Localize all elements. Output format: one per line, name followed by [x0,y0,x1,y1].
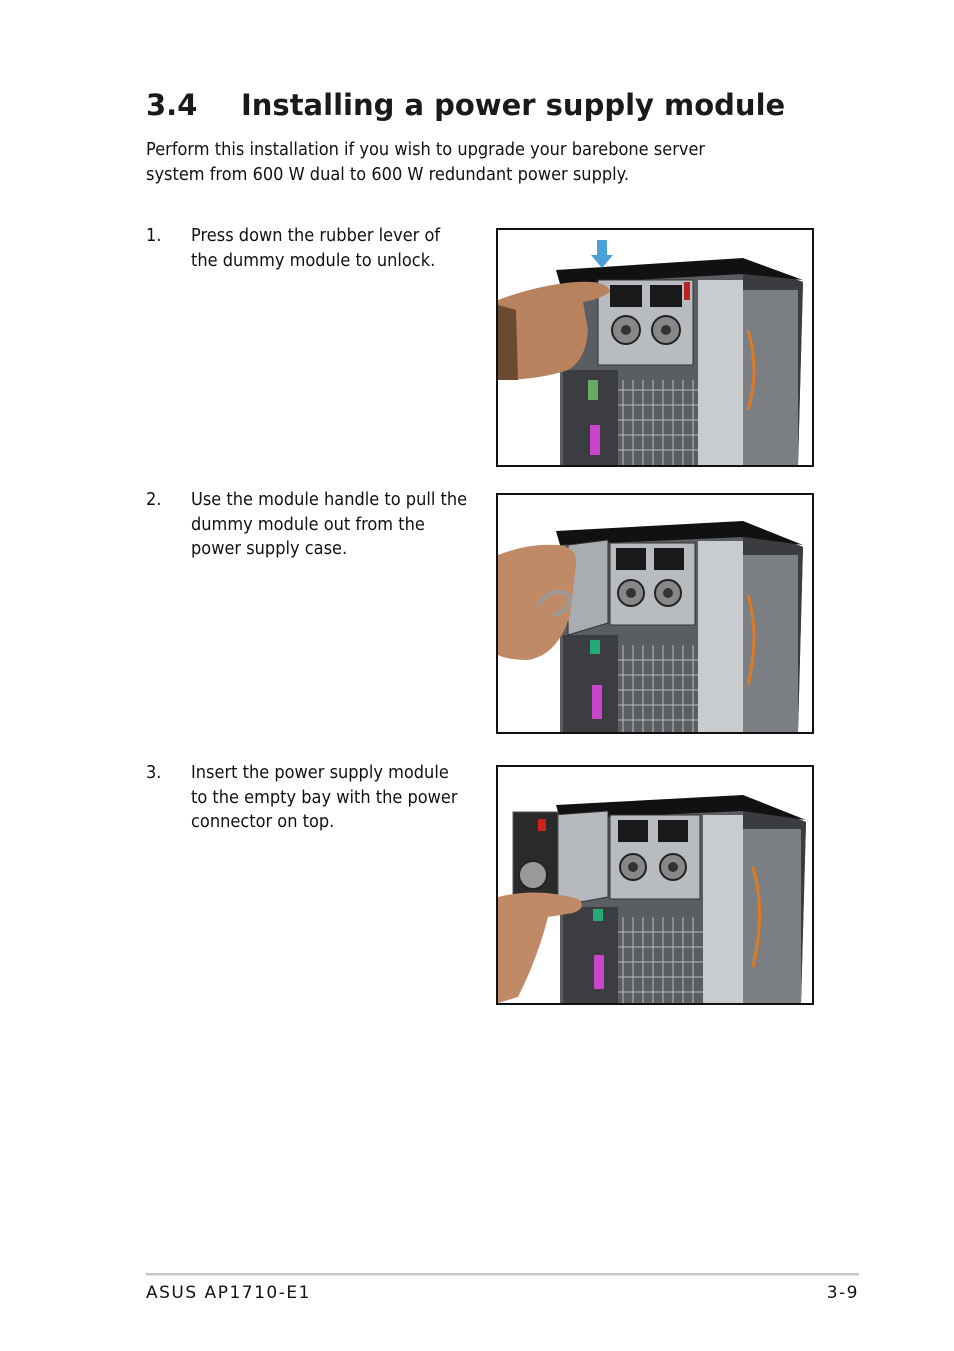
step-3-photo [496,765,814,1005]
section-number: 3.4 [146,88,198,122]
step-1-text: Press down the rubber lever of the dummy module to unlock. [191,225,441,271]
section-title: Installing a power supply module [241,88,786,122]
intro-paragraph: Perform this installation if you wish to upgrade your barebone server system from 600 W dual to 600 W redundant power supply. [146,139,706,185]
section-heading [146,88,785,122]
step-1-photo [496,228,814,467]
step-2-number: 2. [146,489,162,510]
step-2-text: Use the module handle to pull the dummy module out from the power supply case. [191,489,468,559]
step-2-photo [496,493,814,734]
footer-page-number: 3-9 [826,1283,859,1303]
step-3-number: 3. [146,762,162,783]
step-3-text: Insert the power supply module to the empty bay with the power connector on top. [191,762,458,832]
step-1-number: 1. [146,225,162,246]
footer-rule [146,1273,859,1276]
footer-product: ASUS AP1710-E1 [146,1283,311,1303]
